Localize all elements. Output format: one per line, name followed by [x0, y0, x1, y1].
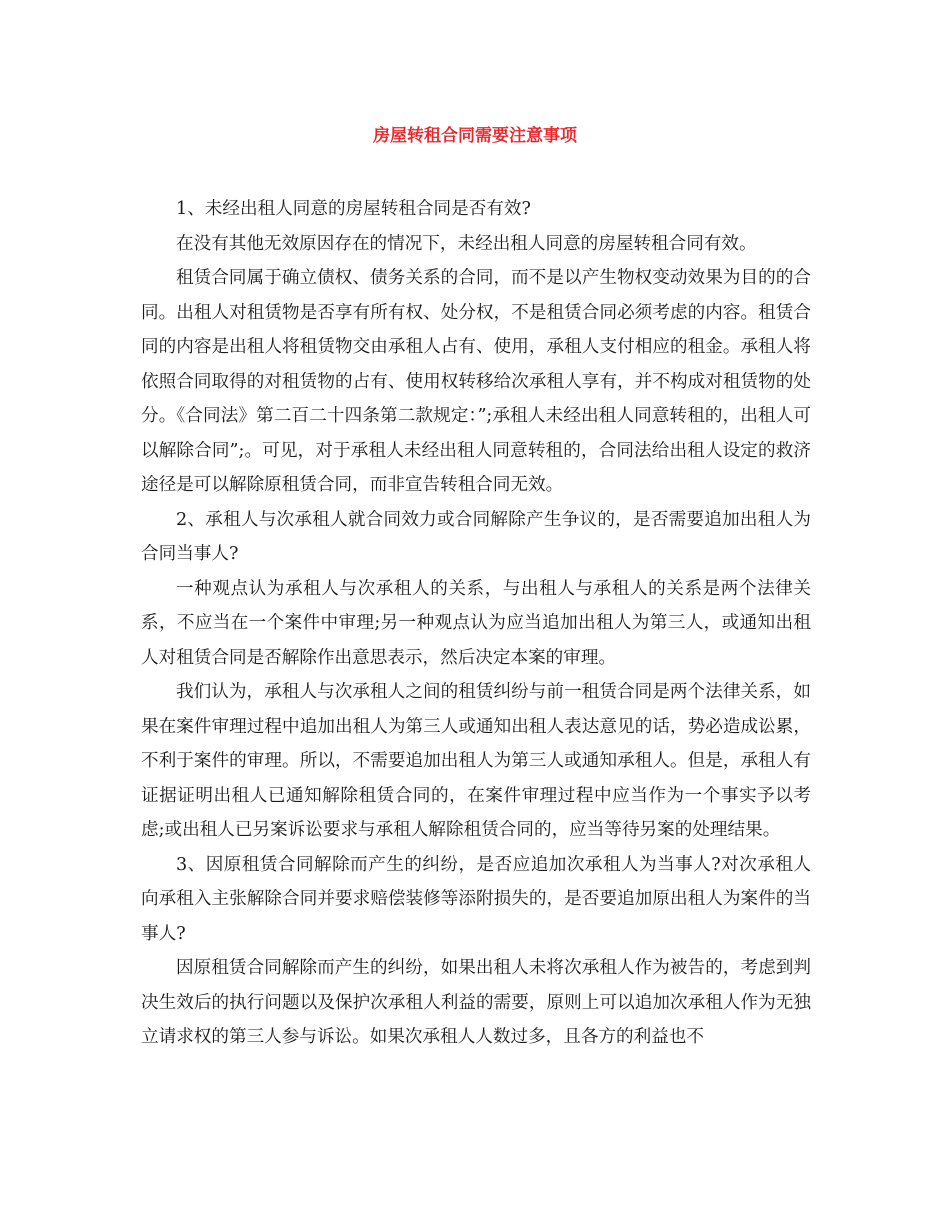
document-body	[141, 192, 811, 1055]
paragraph-a3: 因原租赁合同解除而产生的纠纷，如果出租人未将次承租人作为被告的，考虑到判决生效后的执行问题以及保护次承租人利益的需要，原则上可以追加次承租人作为无独立请求权的第三人参与诉讼。如果次承租人人数过多，且各方的利益也不	[141, 958, 811, 1047]
paragraph-q2: 2、承租人与次承租人就合同效力或合同解除产生争议的，是否需要追加出租人为合同当事人?	[141, 509, 811, 564]
paragraph-a1-summary: 在没有其他无效原因存在的情况下，未经出租人同意的房屋转租合同有效。	[176, 233, 757, 254]
paragraph-q1: 1、未经出租人同意的房屋转租合同是否有效?	[176, 199, 531, 219]
paragraph-a1-detail: 租赁合同属于确立债权、债务关系的合同，而不是以产生物权变动效果为目的的合同。出租人对租赁物是否享有所有权、处分权，不是租赁合同必须考虑的内容。租赁合同的内容是出租人将租赁物交由承租人占有、使用，承租人支付相应的租金。承租人将依照合同取得的对租赁物的占有、使用权转移给次承租人享有，并不构成对租赁物的处分。《合同法》第二百二十四条第二款规定：”;承租人未经出租人同意转租的，出租人可以解除合同”;。可见，对于承租人未经出租人同意转租的，合同法给出租人设定的救济途径是可以解除原租赁合同，而非宣告转租合同无效。	[141, 268, 811, 495]
paragraph-a2-opinion: 我们认为，承租人与次承租人之间的租赁纠纷与前一租赁合同是两个法律关系，如果在案件审理过程中追加出租人为第三人或通知出租人表达意见的话，势必造成讼累，不利于案件的审理。所以，不需要追加出租人为第三人或通知承租人。但是，承租人有证据证明出租人已通知解除租赁合同的，在案件审理过程中应当作为一个事实予以考虑;或出租人已另案诉讼要求与承租人解除租赁合同的，应当等待另案的处理结果。	[141, 682, 811, 840]
document-title: 房屋转租合同需要注意事项	[373, 126, 577, 146]
paragraph-a2-views: 一种观点认为承租人与次承租人的关系，与出租人与承租人的关系是两个法律关系，不应当在一个案件中审理;另一种观点认为应当追加出租人为第三人，或通知出租人对租赁合同是否解除作出意思表示，然后决定本案的审理。	[141, 578, 811, 668]
paragraph-q3: 3、因原租赁合同解除而产生的纠纷，是否应追加次承租人为当事人?对次承租人向承租入主张解除合同并要求赔偿装修等添附损失的，是否要追加原出租人为案件的当事人?	[141, 854, 811, 944]
